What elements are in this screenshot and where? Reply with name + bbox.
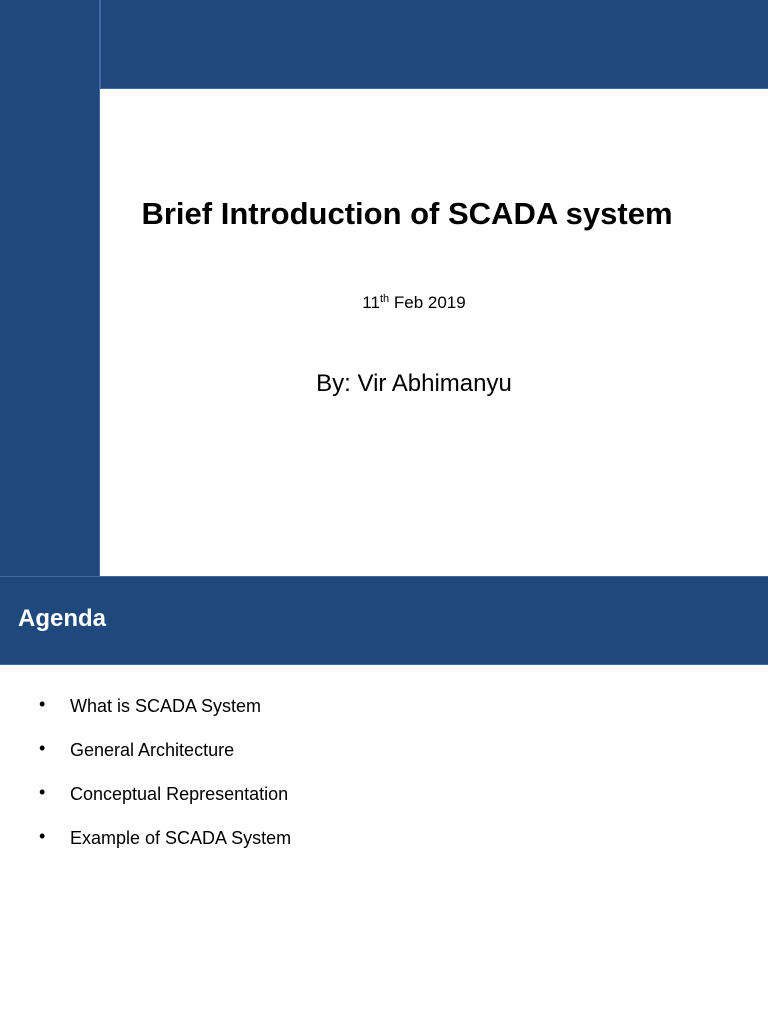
slide-title: Brief Introduction of SCADA system bbox=[141, 196, 673, 231]
bullet-icon: • bbox=[39, 826, 46, 846]
bullet-icon: • bbox=[39, 738, 46, 758]
date-rest: Feb 2019 bbox=[389, 293, 466, 312]
agenda-item-label: Example of SCADA System bbox=[70, 828, 292, 848]
date-day: 11 bbox=[362, 293, 380, 312]
top-accent-bar bbox=[100, 0, 768, 89]
bullet-icon: • bbox=[39, 694, 46, 714]
agenda-title: Agenda bbox=[18, 605, 107, 632]
presentation-author: By: Vir Abhimanyu bbox=[316, 370, 512, 397]
left-accent-bar bbox=[0, 0, 100, 576]
date-day-suffix: th bbox=[379, 293, 390, 305]
agenda-item-label: General Architecture bbox=[70, 740, 235, 760]
bullet-icon: • bbox=[39, 782, 46, 802]
agenda-item-label: What is SCADA System bbox=[70, 696, 262, 716]
agenda-header-bar bbox=[0, 576, 768, 665]
agenda-item-label: Conceptual Representation bbox=[70, 784, 289, 804]
presentation-date bbox=[100, 293, 728, 313]
agenda-slide bbox=[0, 576, 768, 1024]
